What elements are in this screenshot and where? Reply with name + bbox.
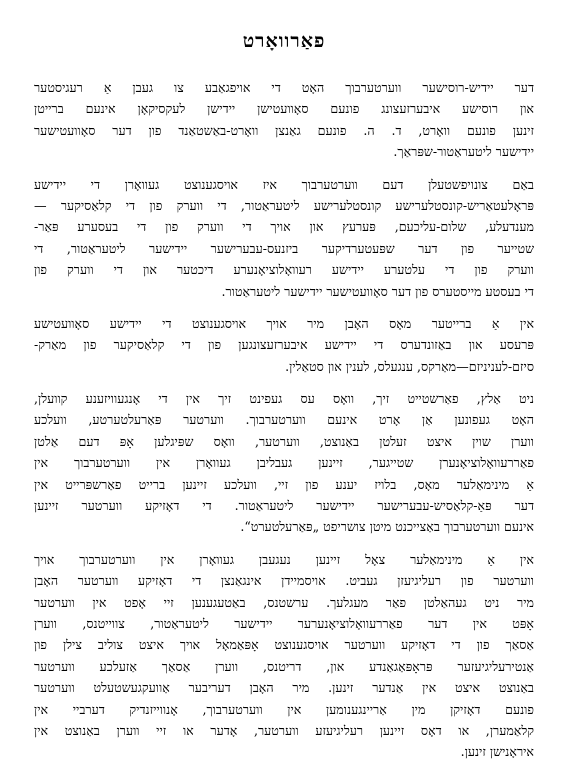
- text-line: יידישער ליטעראַטור-שפּראַך.: [393, 144, 534, 160]
- text-line: מענדעלע, שלום-עליכעם, פּערעץ און אויך די ווערק פון די בעסערע פּאַר-: [34, 219, 534, 235]
- text-line: און רוסישע איבערזעצונג פונעם סאָוועטישן יידישן לעקסיקאָן אינעם ברייטן: [34, 101, 534, 117]
- text-line: ווערטער פון רעליגיעזן געביט. אויסמיידן אינגאַנצן די דאָזיקע ווערטער האָבן: [34, 573, 534, 589]
- text-line: איראָנישן זינען.: [460, 744, 534, 760]
- text-line: אָפּט אין דער פאַררעוואָלוציאָנערער יידישער ליטעראַטור, צווייטנס, ווערן: [34, 615, 534, 631]
- text-line: אַנטירעליגיעזער פּראָפּאַגאַנדע און, דריטנס, ווערן אַסאַך אַזעלכע ווערטער: [34, 658, 534, 674]
- text-line: דער יידיש-רוסישער ווערטערבוך האָט די אויפגאַבע צו געבן אַ רעגיסטער: [34, 80, 534, 95]
- text-line: ניט אַלץ, פאַרשטייט זיך, וואָס עס געפינט זיך אין די אָנגעוויזענע קוועלן,: [34, 391, 534, 407]
- text-line: באַנוצט איצט אין אַנדער זינען. מיר האָבן דעריבער אַוועקגעשטעלט ווערטער: [34, 680, 534, 696]
- text-line: פּראָלעטאַריש-קונסטלערישע קונסטלערישע ליטעראַטור, די ווערק פון די קלאַסיקער —: [34, 197, 534, 213]
- text-line: פונעם דאָזיקן מין אַריינגענומען אין ווערטערבוך, אָנווייזנדיק דערביי אין: [34, 701, 534, 717]
- text-line: אין אַ מינימאַלער צאָל זיינען נעגעבן געוואָרן אין ווערטערבוך אויך: [34, 551, 534, 567]
- text-line: קלאַמערן, או דאָס זיינען רעליגיעזע ווערטער, אָדער או זיי ווערן באַנוצט אין: [34, 722, 534, 738]
- text-line: ווערק פון די עלטערע יידישע רעוואָלוציאָנערע דיכטער און די ווערק פון: [34, 262, 534, 278]
- text-line: באַם צונויפשטעלן דעם ווערטערבוך איז אויסגענוצט געוואָרן די יידישע: [34, 176, 534, 192]
- text-line: די בעסטע מייסטערס פון דער סאָוועטישער יידישער ליטעראַטור.: [221, 283, 534, 299]
- page-title: פאַרוואָרט: [242, 30, 326, 52]
- paragraph: [34, 77, 534, 163]
- paragraph: [34, 549, 534, 763]
- text-line: שטייער פון דער שפּעטערדיקער ביזנעס-עבערישער יידישער ליטעראַטור, די: [34, 240, 534, 256]
- text-line: אַ מינימאַלער מאָס, בלויז יענע פון זיי, וועלכע זיינען ברייט פאַרשפּרייט אין: [34, 476, 534, 492]
- text-line: סיזם-לעניניזם—מאַרקס, ענגעלס, לענין און סטאַלין.: [285, 358, 534, 374]
- text-line: אין אַ ברייטער מאָס האָבן מיר אויך אויסגענוצט די יידישע סאָוועטישע: [34, 315, 534, 331]
- text-line: מיר ניט געהאַלטן פאַר מעגלעך. ערשטנס, באַטעגענען זיי אָפט אין ווערטער: [34, 594, 534, 610]
- text-line: פאַררעוואָלוציאָנערן שטייגער, זיינען געבליבן געוואָרן אין ווערטערבוך אין: [34, 455, 534, 471]
- text-line: ווערן שוין איצט זעלטן באַנוצט, ווערטער, וואָס שפּיגלען אָפּ דעם אַלטן: [34, 433, 534, 449]
- paragraph: [34, 388, 534, 538]
- text-line: אינעם ווערטערבוך באַצייכנט מיטן צושריפט „פּאַרעלטערט“.: [240, 519, 534, 535]
- text-line: פּרעסע און באַזונדערס די יידישע איבערזעצונגען פון די קלאַסיקער פון מאַרק-: [34, 337, 534, 353]
- text-line: דער פּאַ-קלאַסיש-עבערישער יידישער ליטעראַטור. די דאָזיקע ווערטער זיינען: [34, 498, 534, 514]
- paragraph: [34, 313, 534, 377]
- text-line: אַסאַך פון די דאָזיקע ווערטער אויסגענוצט אָפּאַמאָל אויך איצט צוליב צילן פון: [34, 637, 534, 653]
- text-line: זינען פונעם וואָרט, ד. ה. פונעם גאַנצן וואָרט-באַשטאַנד פון דער סאָוועטישער: [34, 122, 534, 138]
- text-line: האָט געפונען אַן אָרט אינעם ווערטערבוך. ווערטער פּאַרעלטערטע, וועלכע: [34, 412, 534, 428]
- paragraph: [34, 174, 534, 302]
